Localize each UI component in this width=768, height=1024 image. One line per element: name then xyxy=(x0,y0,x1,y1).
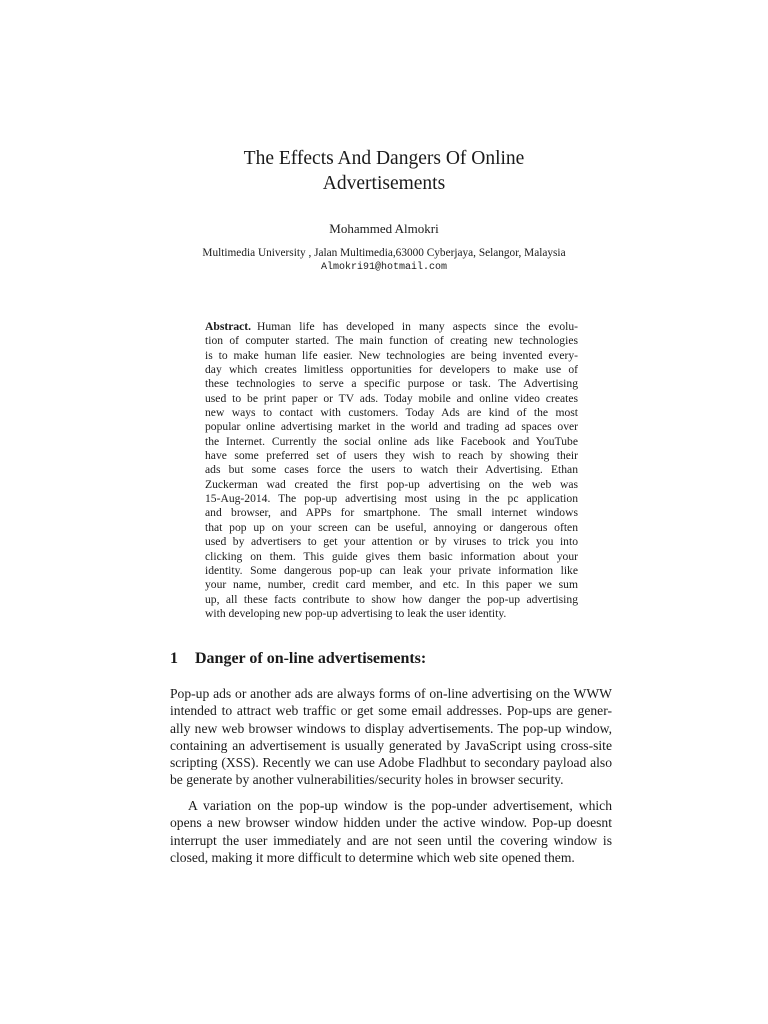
author-name: Mohammed Almokri xyxy=(329,221,439,236)
text-line: identity. Some dangerous pop-up can leak your private information like xyxy=(205,563,578,577)
text-line: scripting (XSS). Recently we can use Adobe Fladhbut to secondary payload also xyxy=(170,755,612,771)
text-line: interrupt the user immediately and are not seen until the covering window is xyxy=(170,832,612,848)
text-line: closed, making it more difficult to determine which web site opened them. xyxy=(170,849,575,865)
text-line: is to make human life easier. New technologies are being invented every- xyxy=(205,348,578,362)
paragraph xyxy=(170,797,612,866)
text-line: these technologies to serve a specific purpose or task. The Advertising xyxy=(205,377,578,391)
text-line xyxy=(205,320,578,334)
text-line: and browser, and APPs for smartphone. The small internet windows xyxy=(205,506,578,520)
text-line: new ways to contact with customers. Today Ads are kind of the most xyxy=(205,406,578,420)
text-line: popular online advertising market in the world and trading ad spaces over xyxy=(205,420,578,434)
text-line: the Internet. Currently the social online ads like Facebook and YouTube xyxy=(205,434,578,448)
section-title: Danger of on-line advertisements: xyxy=(195,650,427,667)
text-line: Pop-up ads or another ads are always forms of on-line advertising on the WWW xyxy=(170,686,612,701)
section-number: 1 xyxy=(170,650,178,667)
text-line: up, all these facts contribute to show how danger the pop-up advertising xyxy=(205,592,578,606)
affiliation: Multimedia University , Jalan Multimedia,63000 Cyberjaya, Selangor, Malaysia xyxy=(202,247,566,259)
text-line: be generate by another vulnerabilities/security holes in browser security. xyxy=(170,772,564,788)
text-line: Human life has developed in many aspects since the evolu- xyxy=(257,320,578,333)
text-line: ally new web browser windows to display advertisements. The pop-up window, xyxy=(170,720,612,736)
abstract-label: Abstract. xyxy=(205,320,252,333)
section-heading xyxy=(170,650,426,668)
title-line: Advertisements xyxy=(322,173,446,194)
text-line: that pop up on your screen can be useful, annoying or dangerous often xyxy=(205,520,578,534)
abstract xyxy=(205,320,578,621)
text-line: containing an advertisement is usually generated by JavaScript using cross-site xyxy=(170,737,612,753)
text-line: tion of computer started. The main function of creating new technologies xyxy=(205,334,578,348)
text-line: intended to attract web traffic or get some email addresses. Pop-ups are gener- xyxy=(170,703,612,719)
text-line: used to be print paper or TV ads. Today mobile and online video creates xyxy=(205,391,578,405)
text-line: with developing new pop-up advertising to leak the user identity. xyxy=(205,606,507,620)
text-line: used by advertisers to get your attention or by viruses to trick you into xyxy=(205,535,578,549)
paper-title xyxy=(0,146,768,196)
author-email: Almokri91@hotmail.com xyxy=(320,262,448,273)
text-line: 15-Aug-2014. The pop-up advertising most using in the pc application xyxy=(205,492,578,506)
text-line: have some preferred set of users they wish to reach by showing their xyxy=(205,449,578,463)
text-line: clicking on them. This guide gives them basic information about your xyxy=(205,549,578,563)
paragraph xyxy=(170,685,612,789)
text-line: day which creates limitless opportunities for developers to make use of xyxy=(205,363,578,377)
text-line: Zuckerman wad created the first pop-up advertising on the web was xyxy=(205,477,578,491)
title-line: The Effects And Dangers Of Online xyxy=(243,148,525,169)
text-line: opens a new browser window hidden under the active window. Pop-up doesnt xyxy=(170,815,612,831)
text-line: ads but some cases force the users to watch their Advertising. Ethan xyxy=(205,463,578,477)
text-line: your name, number, credit card member, and etc. In this paper we sum xyxy=(205,578,578,592)
text-line: A variation on the pop-up window is the pop-under advertisement, which xyxy=(188,798,612,813)
